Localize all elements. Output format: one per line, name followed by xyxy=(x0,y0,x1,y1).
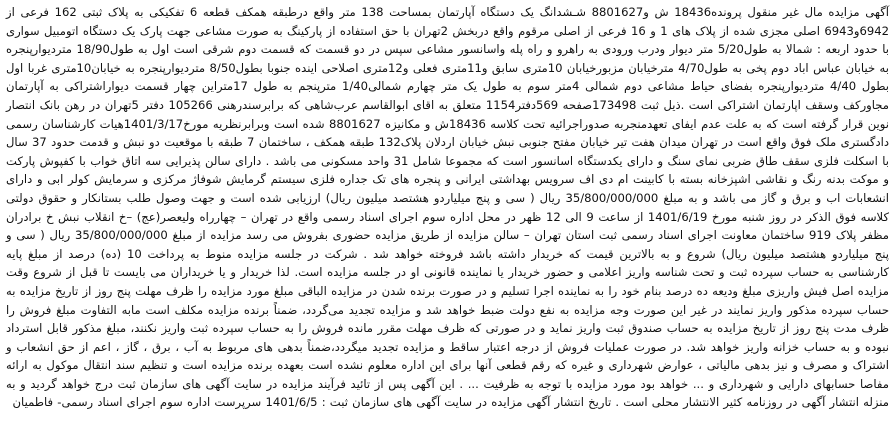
notice-body-text: آگهی مزایده مال غیر منقول پرونده18436 ش و8801627 شـشدانگ یک دستگاه آپارتمان بمساحت 138 متر واقع درطبقه همکف قطعه 6 تفکیکی به پلاک ثبتی 162 فرعی از 6942و6943 اصلی مجزی شده از پلاک های 1 و 16 فرعی از اصلی مرقوم واقع دربخش 2تهران با حق استفاده از پارکینگ به صورت مشاعی جهت پارک یک دستگاه اتومبیل سواری با حدود اربعه : شمالا به طول5/20 متر دیوار ودرب ورودی به راهرو و راه پله واسانسور مشاعی سپس در دو قسمت که قسمت دوم شرقی است اول به طول18/90 متردیوارپنجره به خیابان عباس اباد دوم پخی به طول4/70 مترخیابان مزبورخیابان 10متری سابق و11متری فعلی و12متری اصلاحی اینده جنوبا بطول8/50 متردیوارپنجره به خیابان10متری غربا اول بطول 4/40 متردیوارپنجره بفضای حیاط مشاعی دوم شمالی 4متر سوم به طول یک متر چهارم شمالی1/40 مترپنجم به طول 17متراین چهار قسمت دیواراشتراکی به آپارتمان مجاورکف وسقف اپارتمان اشتراکی است .ذیل ثبت 173498صفحه 569دفتر1154 متعلق به اقای ابوالقاسم عرب‌شاهی که برابرسندرهنی 105266 دفتر 5تهران در رهن بانک انتصار نوین قرار گرفته است که به علت عدم ایفای تعهدمنجربه صدوراجرائیه تحت کلاسه 18436ش و مکانیزه 8801627 شده است وبرابرنظریه مورخ1401/3/17هیات کارشناسان رسمی دادگستری ملک فوق واقع است در تهران میدان هفت تیر خیابان مفتح جنوبی نبش خیابان اردلان پلاک132 طبقه همکف ، ساختمان 7 طبقه با موقعیت دو نبش و قدمت حدود 37 سال با اسکلت فلزی سقف طاق ضربی نمای سنگ و دارای یکدستگاه اسانسور است که مجموعا شامل 31 واحد مسکونی می باشد . دارای سالن پذیرایی سه اتاق خواب با کفپوش پارکت و موکت بدنه رنگ و نقاشی اشپزخانه بسته با کابینت ام دی اف سرویس بهداشتی ایرانی و پنجره های تک جداره فلزی سیستم گرمایش شوفاژ مرکزی و سرمایش کولر ابی و دارای انشعابات اب و برق و گاز می باشد و به مبلغ 35/800/000/000 ریال ( سی و پنج میلیاردو هشتصد میلیون ریال) ارزیابی شده است و جهت وصول طلب بستانکار و حقوق دولتی کلاسه فوق الذکر در روز شنبه مورخ 1401/6/19 از ساعت 9 الی 12 ظهر در محل اداره سوم اجرای اسناد رسمی واقع در تهران – چهارراه ولیعصر(عج) –خ انقلاب نبش خ برادران مظفر پلاک 919 ساختمان معاونت اجرای اسناد رسمی ثبت استان تهران – سالن مزایده از طریق مزایده حضوری بفروش می رسد مزایده از مبلغ 35/800/000/000 ریال ( سی و پنج میلیاردو هشتصد میلیون ریال) شروع و به بالاترین قیمت که خریدار داشته باشد فروخته خواهد شد . شرکت در جلسه مزایده منوط به پرداخت 10 (ده) درصد از مبلغ پایه کارشناسی به حساب سپرده ثبت و تحت شناسه واریز اعلامی و حضور خریدار یا نماینده قانونی او در جلسه مزایده است. لذا خریدار و یا خریداران می بایست تا قبل از شروع وقت مزایده اصل فیش واریزی مبلغ ودیعه ده درصد بنام خود را به نماینده اجرا تسلیم و در صورت برنده شدن در مزایده الباقی مبلغ مورد مزایده را ظرف مهلت پنج روز از تاریخ مزایده به حساب سپرده مذکور واریز نمایند در غیر این صورت وجه مزایده به نفع دولت ضبط خواهد شد و مزایده تجدید می‌گردد، ضمناً برنده مزایده مکلف است مابه التفاوت مبلغ فروش را ظرف مدت پنج روز از تاریخ مزایده به حساب صندوق ثبت واریز نماید و در صورتی که ظرف مهلت مقرر مانده فروش را به حساب سپرده ثبت واریز نکنند، مبلغ مذکور قابل استرداد نبوده و به حساب خزانه واریز خواهد شد. در صورت عملیات فروش از درجه اعتبار ساقط و مزایده تجدید میگردد،ضمناً بدهی های مربوط به آب ، برق ، گاز ، اعم از حق انشعاب و اشتراک و مصرف و نیز بدهی مالیاتی ، عوارض شهرداری و غیره که رقم قطعی آنها برای این اداره معلوم نشده است بعهده برنده مزایده است و تنظیم سند انتقال موکول به ارائه مفاصا حسابهای دارایی و شهرداری و ... خواهد بود مورد مزایده با توجه به ظرفیت ... . این آگهی پس از تائید فرآیند مزایده در سایت آگهی های سازمان ثبت درج خواهد گردید و به منزله انتشار آگهی در روزنامه کثیر الانتشار محلی است . تاریخ انتشار آگهی مزایده در سایت آگهی های سازمان ثبت : 1401/6/5 سرپرست اداره سوم اجرای اسناد رسمی- فاطمیان xyxy=(6,5,890,410)
